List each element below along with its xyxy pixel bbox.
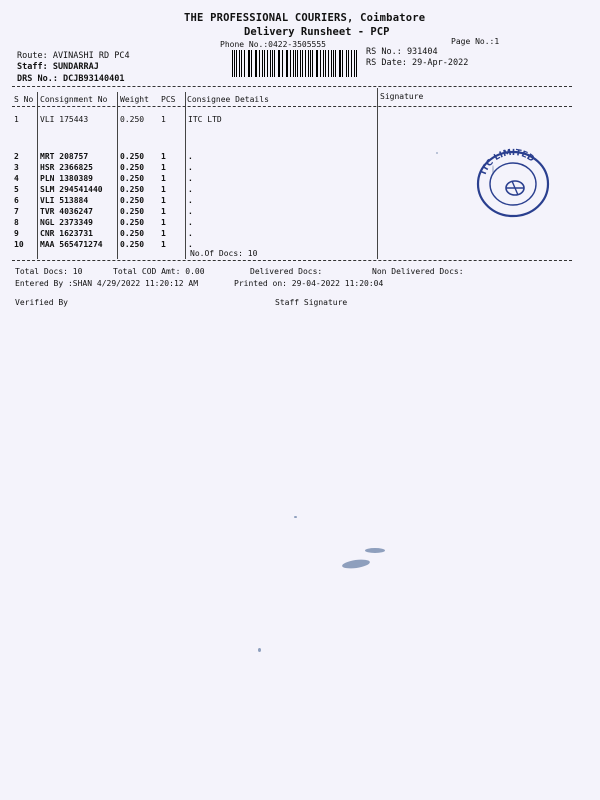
barcode-bar [300, 50, 301, 77]
col-header-signature: Signature [380, 92, 424, 101]
barcode-bar [282, 50, 283, 77]
barcode-bar [312, 50, 313, 77]
cell-consignment-no: CNR 1623731 [40, 229, 93, 238]
cell-pcs: 1 [161, 196, 166, 205]
phone-number: Phone No.:0422-3505555 [220, 40, 326, 49]
cell-sno: 4 [14, 174, 19, 183]
cell-pcs: 1 [161, 152, 166, 161]
col-header-weight: Weight [120, 95, 149, 104]
barcode-bar [279, 50, 280, 77]
barcode-bar [232, 50, 233, 77]
table-top-rule [12, 86, 572, 87]
scan-speck [365, 548, 385, 553]
table-header-rule [12, 106, 572, 107]
col-header-sno: S No [14, 95, 34, 104]
cell-pcs: 1 [161, 174, 166, 183]
cell-consignment-no: TVR 4036247 [40, 207, 93, 216]
col-header-pcs: PCS [161, 95, 176, 104]
cell-weight: 0.250 [120, 185, 145, 194]
barcode-bar [335, 50, 336, 77]
cell-weight: 0.250 [120, 152, 145, 161]
col-divider-signature [377, 88, 378, 259]
col-header-consignment: Consignment No [40, 95, 108, 104]
scan-speck [492, 165, 494, 175]
cell-consignee: . [188, 196, 193, 205]
barcode-bar [308, 50, 309, 77]
entered-by: Entered By :SHAN 4/29/2022 11:20:12 AM [15, 279, 199, 288]
col-divider-consignee [185, 92, 186, 259]
cell-consignment-no: PLN 1380389 [40, 174, 93, 183]
scan-speck [436, 152, 438, 154]
rs-date: RS Date: 29-Apr-2022 [366, 58, 469, 68]
cell-sno: 2 [14, 152, 19, 161]
cell-consignment-no: HSR 2366825 [40, 163, 93, 172]
col-header-consignee: Consignee Details [187, 95, 269, 104]
barcode-bar [346, 50, 347, 77]
staff-label: Staff: SUNDARRAJ [17, 62, 99, 72]
cell-weight: 0.250 [120, 115, 145, 124]
cell-weight: 0.250 [120, 174, 145, 183]
non-delivered-docs: Non Delivered Docs: [372, 267, 464, 276]
cell-pcs: 1 [161, 115, 166, 124]
barcode-bar [342, 50, 343, 77]
cell-consignee: . [188, 207, 193, 216]
scan-speck [258, 648, 261, 652]
no-of-docs: No.Of Docs: 10 [190, 249, 258, 258]
cell-consignment-no: MAA 565471274 [40, 240, 103, 249]
page-number: Page No.:1 [451, 37, 500, 46]
cell-consignee: . [188, 152, 193, 161]
barcode-bar [325, 50, 326, 77]
cell-sno: 6 [14, 196, 19, 205]
delivered-docs: Delivered Docs: [250, 267, 323, 276]
cell-pcs: 1 [161, 163, 166, 172]
cell-sno: 10 [14, 240, 24, 249]
barcode-bar [267, 50, 268, 77]
cell-sno: 5 [14, 185, 19, 194]
drs-number: DRS No.: DCJB93140401 [17, 74, 125, 84]
cell-weight: 0.250 [120, 240, 145, 249]
cell-consignment-no: SLM 294541440 [40, 185, 103, 194]
barcode-bar [251, 50, 252, 77]
total-cod-amount: Total COD Amt: 0.00 [113, 267, 205, 276]
barcode-bar [354, 50, 355, 77]
cell-consignee: . [188, 229, 193, 238]
cell-weight: 0.250 [120, 163, 145, 172]
cell-sno: 1 [14, 115, 19, 124]
cell-consignee: ITC LTD [188, 115, 222, 124]
company-name: THE PROFESSIONAL COURIERS, Coimbatore [184, 12, 426, 24]
cell-consignee: . [188, 240, 193, 249]
company-stamp [472, 148, 554, 218]
scan-speck [342, 558, 371, 570]
cell-sno: 9 [14, 229, 19, 238]
cell-consignee: . [188, 163, 193, 172]
cell-weight: 0.250 [120, 229, 145, 238]
staff-signature: Staff Signature [275, 298, 348, 307]
verified-by: Verified By [15, 298, 68, 307]
cell-consignment-no: VLI 513884 [40, 196, 89, 205]
scan-speck [294, 516, 297, 518]
cell-pcs: 1 [161, 229, 166, 238]
cell-consignment-no: MRT 208757 [40, 152, 89, 161]
runsheet-title: Delivery Runsheet - PCP [244, 26, 390, 38]
barcode-bar [270, 50, 271, 77]
total-docs: Total Docs: 10 [15, 267, 83, 276]
col-divider-sno [37, 92, 38, 259]
cell-consignee: . [188, 218, 193, 227]
svg-text:ITC LIMITED [479, 148, 536, 176]
barcode-bar [239, 50, 240, 77]
cell-consignment-no: VLI 175443 [40, 115, 89, 124]
table-bottom-rule [12, 260, 572, 261]
cell-pcs: 1 [161, 207, 166, 216]
drs-barcode [232, 50, 358, 77]
barcode-bar [323, 50, 324, 77]
barcode-bar [262, 50, 263, 77]
cell-weight: 0.250 [120, 207, 145, 216]
cell-pcs: 1 [161, 218, 166, 227]
barcode-bar [244, 50, 245, 77]
itc-logo-icon [506, 181, 524, 195]
cell-weight: 0.250 [120, 218, 145, 227]
cell-consignee: . [188, 174, 193, 183]
rs-number: RS No.: 931404 [366, 47, 438, 57]
cell-weight: 0.250 [120, 196, 145, 205]
cell-pcs: 1 [161, 240, 166, 249]
route-label: Route: AVINASHI RD PC4 [17, 51, 130, 61]
cell-pcs: 1 [161, 185, 166, 194]
cell-sno: 7 [14, 207, 19, 216]
stamp-text: ITC LIMITED [478, 148, 537, 177]
cell-sno: 8 [14, 218, 19, 227]
col-divider-weight [117, 92, 118, 259]
cell-consignee: . [188, 185, 193, 194]
barcode-bar [293, 50, 294, 77]
cell-sno: 3 [14, 163, 19, 172]
cell-consignment-no: NGL 2373349 [40, 218, 93, 227]
printed-on: Printed on: 29-04-2022 11:20:04 [234, 279, 384, 288]
